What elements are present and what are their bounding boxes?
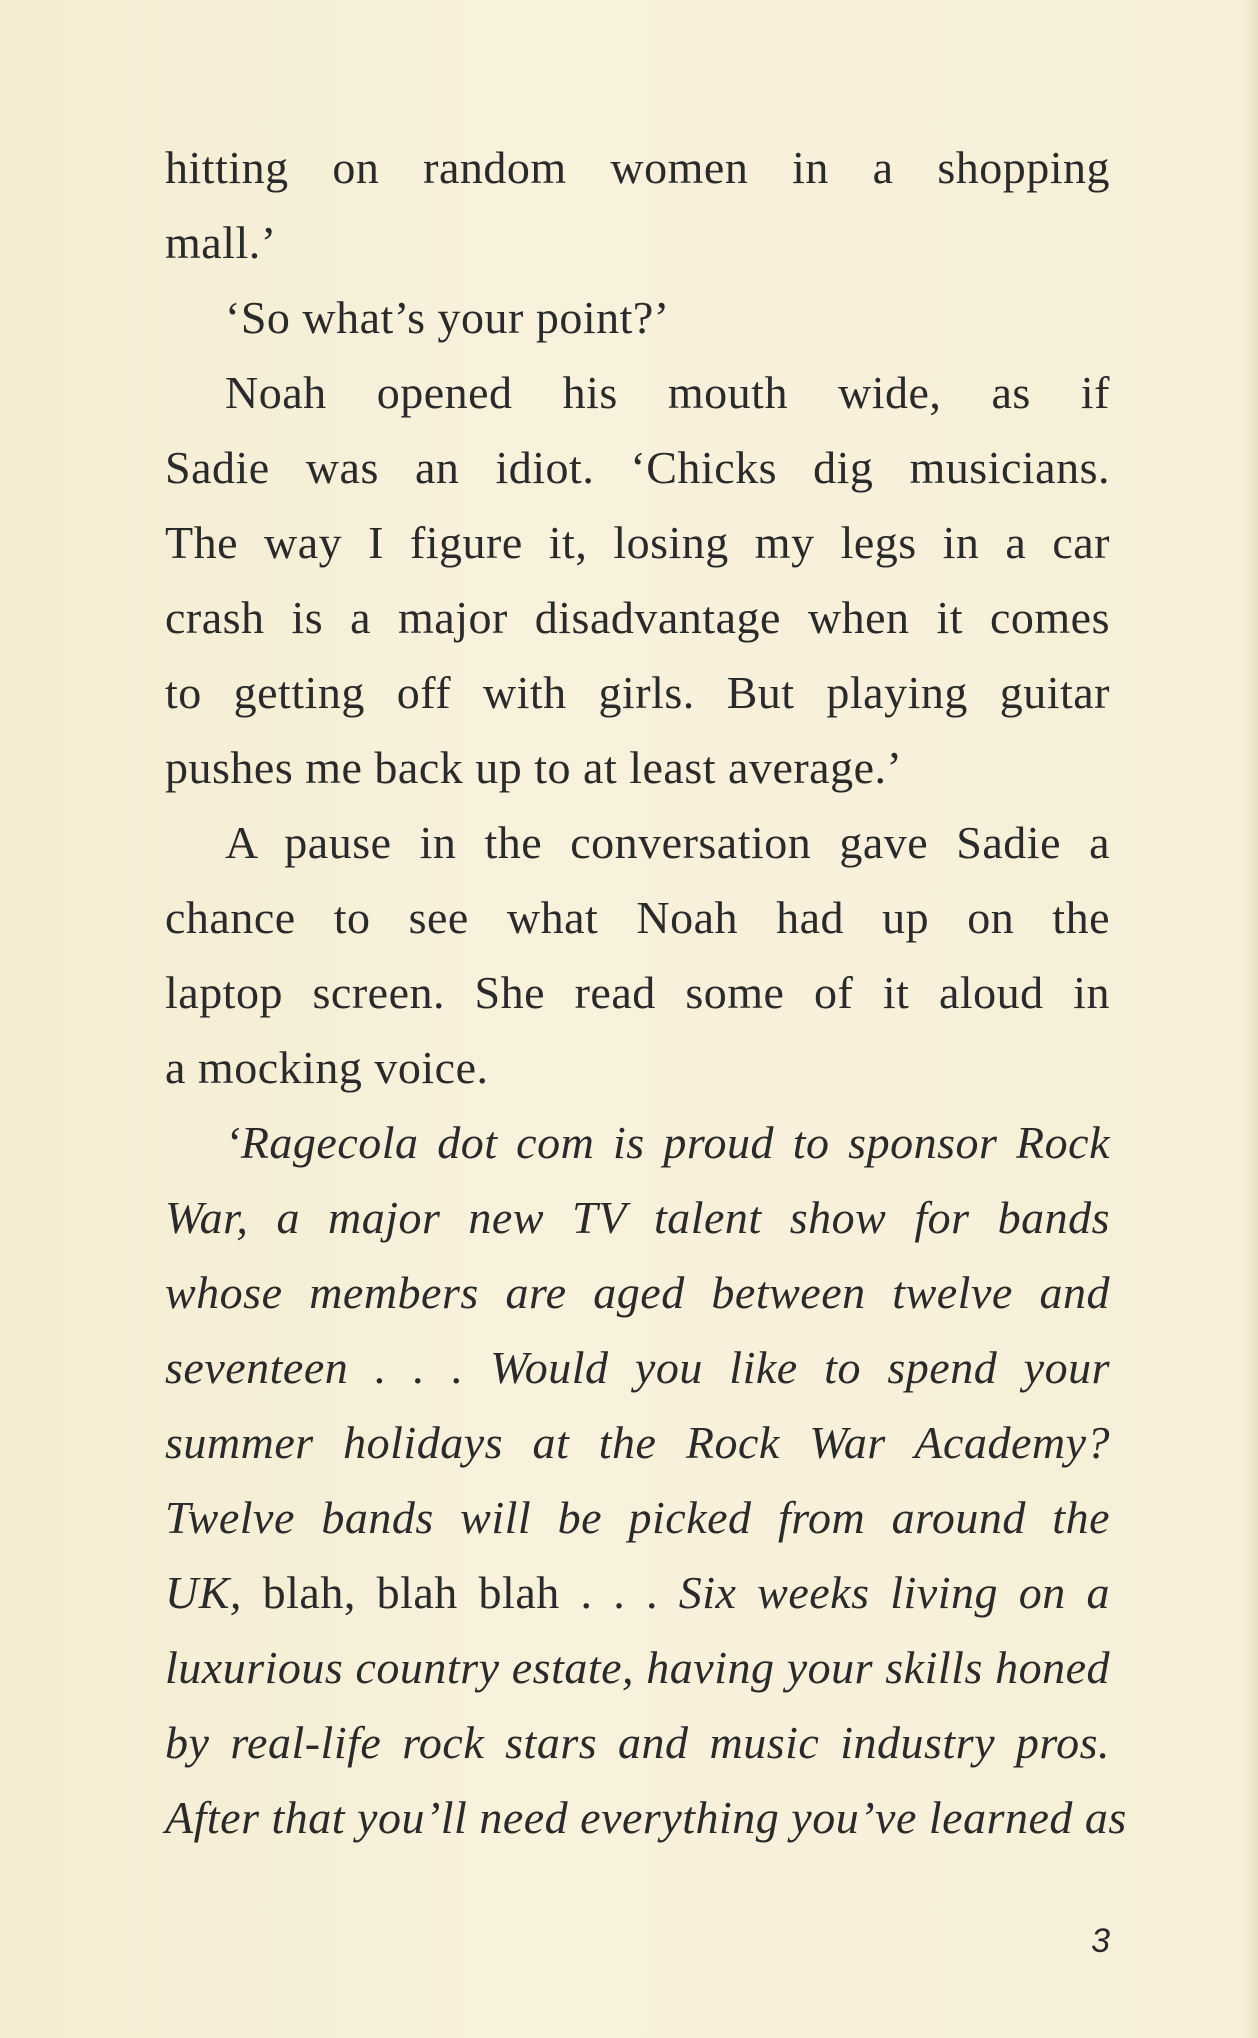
body-text: [165, 130, 1127, 1855]
text-line: chance to see what Noah had up on the: [165, 892, 1110, 943]
text-line: Sadie was an idiot. ‘Chicks dig musicians.: [165, 442, 1110, 493]
text-line: hitting on random women in a shopping: [165, 142, 1110, 193]
text-line: to getting off with girls. But playing guitar: [165, 667, 1110, 718]
text-line-italic: whose members are aged between twelve and: [165, 1267, 1110, 1318]
text-line-italic: luxurious country estate, having your skills honed: [165, 1642, 1110, 1693]
text-line: a mocking voice.: [165, 1042, 489, 1093]
text-line-italic: ‘Ragecola dot com is proud to sponsor Rock: [225, 1117, 1110, 1168]
text-line: The way I figure it, losing my legs in a car: [165, 517, 1110, 568]
text-line-italic: Twelve bands will be picked from around the: [165, 1492, 1110, 1543]
text-line-mixed: [165, 1555, 1110, 1630]
text-line-italic: War, a major new TV talent show for bands: [165, 1192, 1110, 1243]
text-line-italic: seventeen . . . Would you like to spend your: [165, 1342, 1110, 1393]
text-line-italic: summer holidays at the Rock War Academy?: [165, 1417, 1110, 1468]
text-line: A pause in the conversation gave Sadie a: [225, 817, 1110, 868]
text-line: pushes me back up to at least average.’: [165, 742, 903, 793]
page-edge-shadow: [1244, 0, 1258, 2038]
text-line: mall.’: [165, 217, 277, 268]
text-line-italic: After that you’ll need everything you’ve learned as: [165, 1792, 1127, 1843]
text-line: crash is a major disadvantage when it comes: [165, 592, 1110, 643]
text-line-italic: by real-life rock stars and music industry pros.: [165, 1717, 1110, 1768]
text-italic-fragment: UK,: [165, 1567, 242, 1618]
text-italic-fragment: Six weeks living on a: [678, 1567, 1110, 1618]
text-line: laptop screen. She read some of it aloud in: [165, 967, 1110, 1018]
text-line: ‘So what’s your point?’: [225, 292, 670, 343]
text-line: Noah opened his mouth wide, as if: [225, 367, 1110, 418]
text-roman-fragment: blah, blah blah . . .: [241, 1567, 679, 1618]
page-number: 3: [1091, 1922, 1110, 1960]
